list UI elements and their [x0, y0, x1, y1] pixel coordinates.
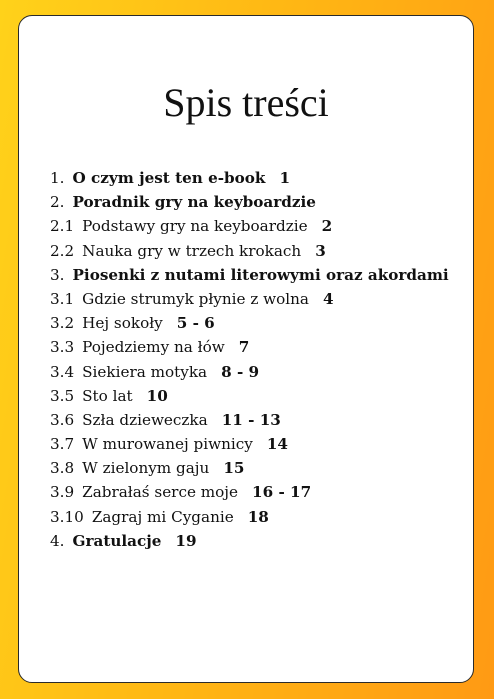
toc-entry-label: Gratulacje	[72, 531, 162, 550]
toc-entry-number: 4.	[50, 531, 65, 550]
toc-entry-pages: 10	[146, 386, 168, 405]
toc-entry-number: 1.	[50, 169, 65, 187]
toc-entry-pages: 16 - 17	[252, 483, 312, 502]
page-title: Spis treści	[163, 80, 329, 125]
toc-entry-number: 3.9	[50, 483, 75, 502]
toc-entry-number: 3.5	[50, 386, 75, 405]
toc-entry[interactable]	[50, 432, 463, 456]
toc-entry-number: 3.4	[50, 362, 75, 381]
toc-entry-label: Piosenki z nutami literowymi oraz akordami	[72, 265, 449, 284]
toc-entry[interactable]	[50, 480, 463, 504]
table-of-contents	[50, 166, 463, 553]
toc-entry[interactable]	[50, 360, 463, 384]
toc-entry[interactable]	[50, 287, 463, 311]
toc-entry[interactable]	[50, 529, 463, 553]
toc-entry-label: Pojedziemy na łów	[82, 338, 225, 357]
toc-entry[interactable]	[50, 166, 463, 190]
toc-entry-label: Hej sokoły	[82, 314, 163, 333]
toc-entry-number: 3.2	[50, 314, 75, 333]
toc-entry-label: O czym jest ten e-book	[72, 169, 266, 187]
toc-entry[interactable]	[50, 456, 463, 480]
toc-entry-label: Siekiera motyka	[82, 362, 208, 381]
document-page	[18, 15, 474, 683]
toc-entry-number: 3.3	[50, 338, 75, 357]
toc-entry-number: 2.1	[50, 217, 75, 236]
toc-entry-label: Sto lat	[82, 386, 133, 405]
toc-entry-label: W zielonym gaju	[82, 459, 210, 478]
toc-entry-number: 3.7	[50, 435, 75, 454]
toc-entry-number: 3.	[50, 265, 65, 284]
toc-entry-pages: 3	[315, 241, 326, 260]
toc-entry-label: Zabrałaś serce moje	[82, 483, 239, 502]
toc-entry-pages: 4	[322, 289, 334, 308]
toc-entry-pages: 14	[266, 435, 288, 454]
toc-entry-pages: 11 - 13	[221, 410, 281, 429]
toc-entry-label: Podstawy gry na keyboardzie	[82, 217, 308, 236]
toc-entry-number: 2.	[50, 193, 65, 212]
toc-entry[interactable]	[50, 239, 463, 263]
toc-entry-number: 3.1	[50, 289, 75, 308]
toc-entry[interactable]	[50, 505, 463, 529]
toc-entry-number: 2.2	[50, 241, 75, 260]
toc-entry-label: Gdzie strumyk płynie z wolna	[82, 289, 309, 308]
toc-entry-label: Nauka gry w trzech krokach	[82, 241, 302, 260]
toc-entry-label: Zagraj mi Cyganie	[91, 507, 234, 526]
toc-entry[interactable]	[50, 384, 463, 408]
toc-entry-pages: 8 - 9	[221, 362, 260, 381]
toc-entry-pages: 5 - 6	[176, 314, 215, 333]
toc-entry[interactable]	[50, 335, 463, 359]
toc-entry-number: 3.6	[50, 410, 75, 429]
toc-entry[interactable]	[50, 190, 463, 214]
toc-entry-number: 3.10	[50, 507, 84, 526]
toc-entry-label: Poradnik gry na keyboardzie	[72, 193, 316, 212]
toc-entry-pages: 1	[279, 169, 291, 187]
toc-entry-label: Szła dzieweczka	[82, 410, 208, 429]
toc-entry[interactable]	[50, 408, 463, 432]
toc-entry-pages: 19	[175, 531, 197, 550]
toc-entry-pages: 2	[321, 217, 333, 236]
toc-entry-pages: 7	[238, 338, 250, 357]
toc-entry[interactable]	[50, 311, 463, 335]
toc-entry[interactable]	[50, 263, 463, 287]
toc-entry-label: W murowanej piwnicy	[82, 435, 253, 454]
toc-entry-pages: 15	[223, 459, 245, 478]
toc-entry[interactable]	[50, 214, 463, 238]
toc-entry-number: 3.8	[50, 459, 75, 478]
toc-entry-pages: 18	[247, 507, 269, 526]
